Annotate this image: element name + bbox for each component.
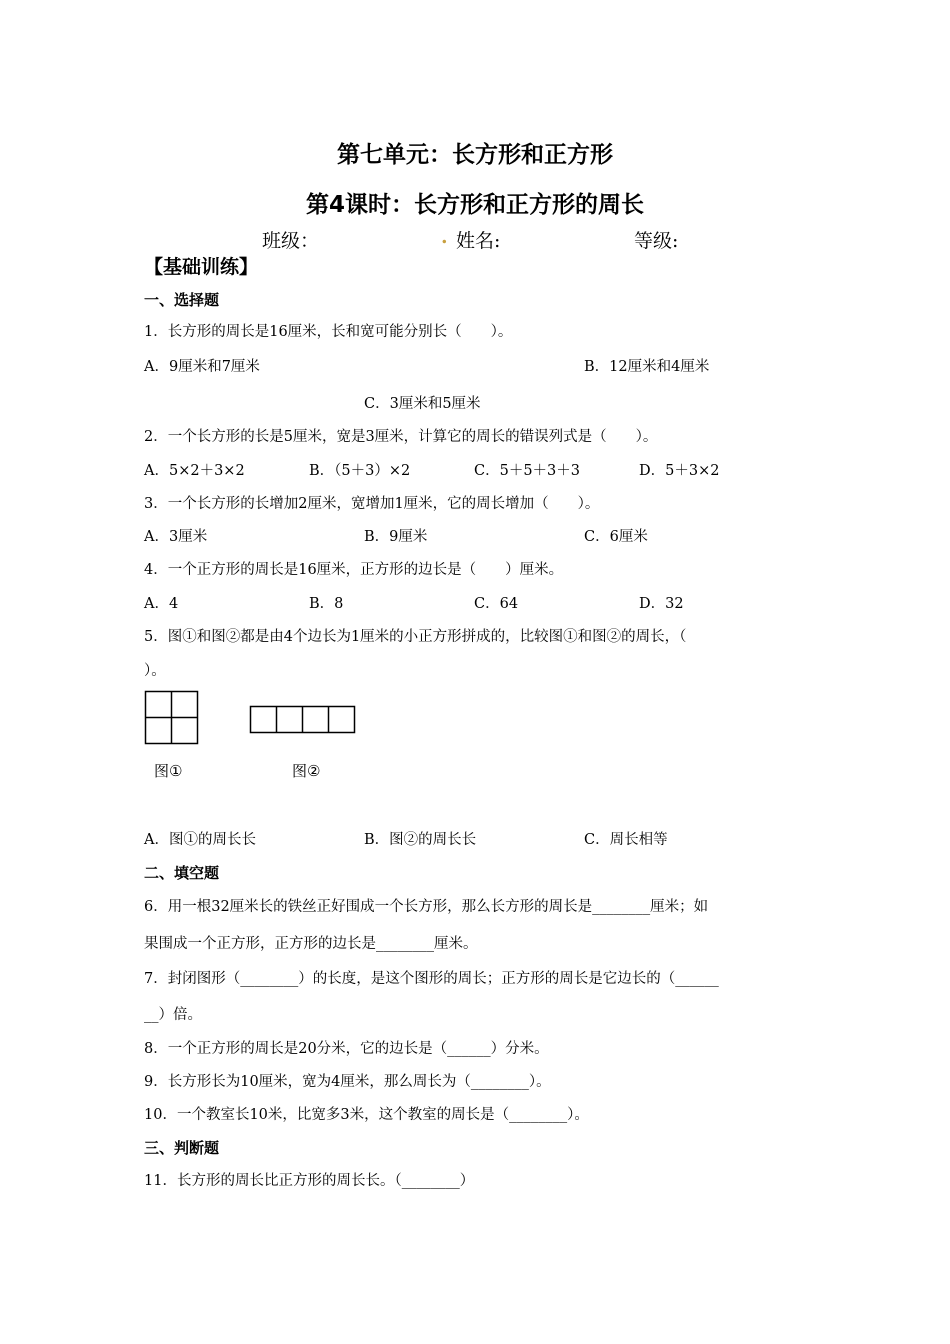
q5-text-line2: ）。 (144, 663, 166, 679)
q5-option-c: C．周长相等 (584, 832, 668, 848)
lesson-title: 第4课时：长方形和正方形的周长 (305, 192, 644, 218)
q2-text: 2．一个长方形的长是5厘米，宽是3厘米，计算它的周长的错误列式是（ ）。 (144, 429, 658, 445)
q2-option-d: D．5＋3×2 (639, 463, 720, 479)
q4-option-a: A．4 (144, 596, 179, 612)
q1-option-c: C．3厘米和5厘米 (364, 396, 481, 412)
q5-option-b: B．图②的周长长 (364, 832, 477, 848)
q2-option-b: B．（5＋3）×2 (309, 463, 411, 479)
info-dot: . (441, 226, 448, 248)
q9-text: 9．长方形长为10厘米，宽为4厘米，那么周长为（________）。 (144, 1074, 551, 1090)
grade-label: 等级: (634, 230, 679, 252)
figure-1-label: 图① (154, 762, 183, 780)
class-label: 班级： (262, 230, 320, 252)
q7-line2: __）倍。 (144, 1007, 202, 1023)
q4-option-d: D．32 (639, 596, 684, 612)
q2-option-a: A．5×2＋3×2 (144, 463, 245, 479)
q5-text-line1: 5．图①和图②都是由4个边长为1厘米的小正方形拼成的，比较图①和图②的周长，（ (144, 629, 687, 645)
q3-option-a: A．3厘米 (144, 529, 208, 545)
name-label: 姓名: (456, 230, 501, 252)
q4-option-c: C．64 (474, 596, 519, 612)
q6-line2: 果围成一个正方形，正方形的边长是________厘米。 (144, 936, 478, 952)
figure-2-label: 图② (292, 762, 321, 780)
q5-option-a: A．图①的周长长 (144, 832, 256, 848)
q6-line1: 6．用一根32厘米长的铁丝正好围成一个长方形，那么长方形的周长是________厘米；如 (144, 899, 709, 915)
q8-text: 8．一个正方形的周长是20分米，它的边长是（______）分米。 (144, 1041, 549, 1057)
q3-text: 3．一个长方形的长增加2厘米，宽增加1厘米，它的周长增加（ ）。 (144, 496, 600, 512)
q1-option-a: A．9厘米和7厘米 (144, 359, 260, 375)
figure-1-2x2-squares (144, 690, 202, 748)
q4-option-b: B．8 (309, 596, 344, 612)
q2-option-c: C．5＋5＋3＋3 (474, 463, 580, 479)
q7-line1: 7．封闭图形（________）的长度，是这个图形的周长；正方形的周长是它边长的（______ (144, 971, 719, 987)
unit-title: 第七单元：长方形和正方形 (337, 142, 613, 168)
q3-option-c: C．6厘米 (584, 529, 648, 545)
part1-heading: 一、选择题 (144, 291, 220, 309)
figure-2-1x4-squares (249, 705, 359, 737)
q1-text: 1．长方形的周长是16厘米，长和宽可能分别长（ ）。 (144, 324, 513, 340)
part2-heading: 二、填空题 (144, 864, 220, 882)
q11-text: 11．长方形的周长比正方形的周长长。（________） (144, 1173, 475, 1189)
q3-option-b: B．9厘米 (364, 529, 428, 545)
q4-text: 4．一个正方形的周长是16厘米，正方形的边长是（ ）厘米。 (144, 562, 564, 578)
part3-heading: 三、判断题 (144, 1139, 220, 1157)
section-basic-heading: 【基础训练】 (144, 256, 259, 278)
q1-option-b: B．12厘米和4厘米 (584, 359, 710, 375)
q10-text: 10．一个教室长10米，比宽多3米，这个教室的周长是（________）。 (144, 1107, 589, 1123)
